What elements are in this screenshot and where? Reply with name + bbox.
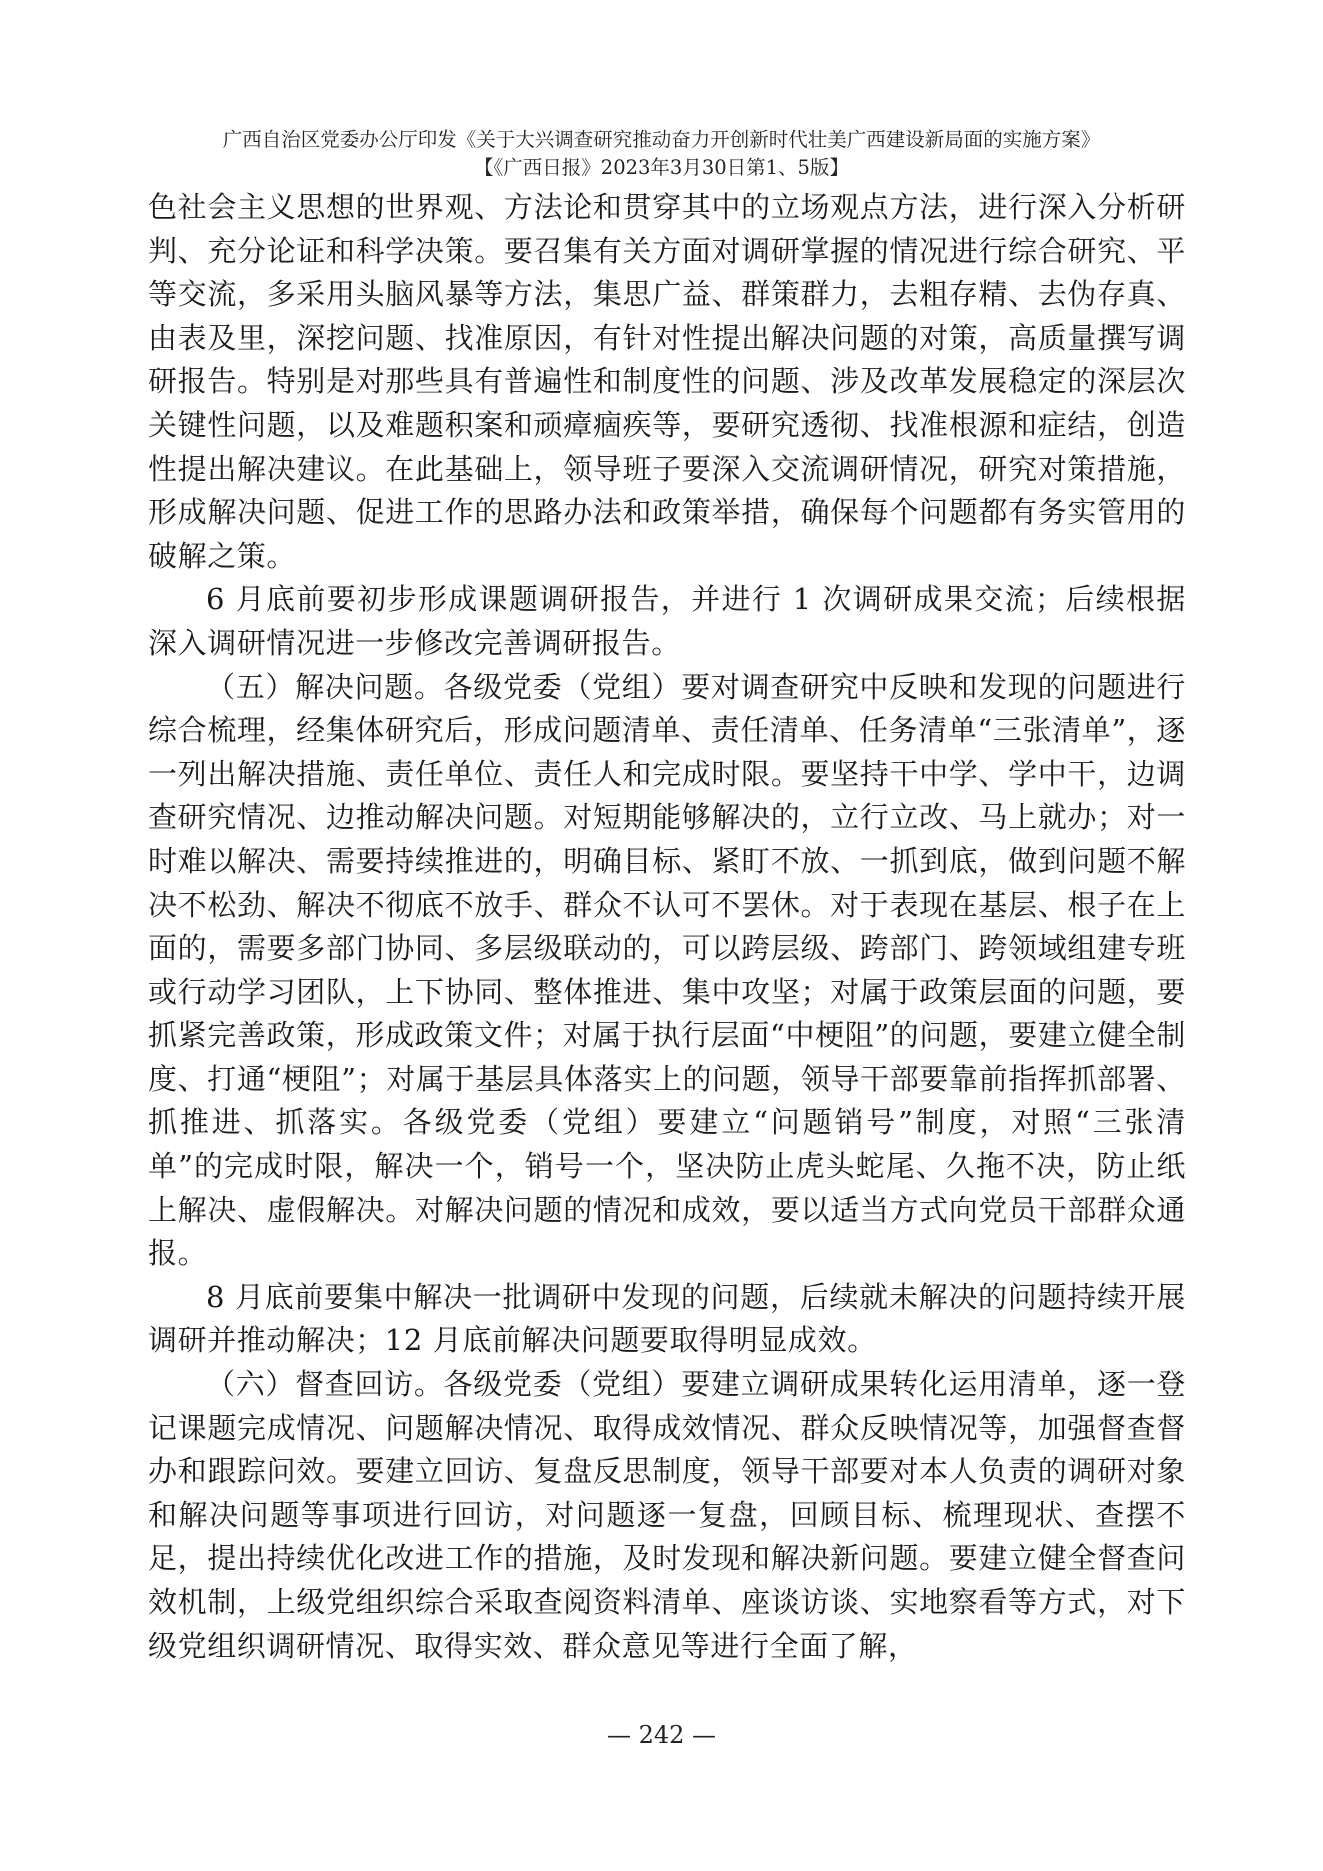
paragraph-section-five: （五）解决问题。各级党委（党组）要对调查研究中反映和发现的问题进行综合梳理，经集体研究后，形成问题清单、责任清单、任务清单“三张清单”，逐一列出解决措施、责任单位、责任人和完成时限。要坚持干中学、学中干，边调查研究情况、边推动解决问题。对短期能够解决的，立行立改、马上就办；对一时难以解决、需要持续推进的，明确目标、紧盯不放、一抓到底，做到问题不解决不松劲、解决不彻底不放手、群众不认可不罢休。对于表现在基层、根子在上面的，需要多部门协同、多层级联动的，可以跨层级、跨部门、跨领域组建专班或行动学习团队，上下协同、整体推进、集中攻坚；对属于政策层面的问题，要抓紧完善政策，形成政策文件；对属于执行层面“中梗阻”的问题，要建立健全制度、打通“梗阻”；对属于基层具体落实上的问题，领导干部要靠前指挥抓部署、抓推进、抓落实。各级党委（党组）要建立“问题销号”制度，对照“三张清单”的完成时限，解决一个，销号一个，坚决防止虎头蛇尾、久拖不决，防止纸上解决、虚假解决。对解决问题的情况和成效，要以适当方式向党员干部群众通报。 [148,669,1186,1271]
paragraph-august-deadline: 8 月底前要集中解决一批调研中发现的问题，后续就未解决的问题持续开展调研并推动解决；12 月底前解决问题要取得明显成效。 [148,1279,1186,1358]
page-number: — 242 — [606,1721,717,1749]
paragraph-continued: 色社会主义思想的世界观、方法论和贯穿其中的立场观点方法，进行深入分析研判、充分论证和科学决策。要召集有关方面对调研掌握的情况进行综合研究、平等交流，多采用头脑风暴等方法，集思广益、群策群力，去粗存精、去伪存真、由表及里，深挖问题、找准原因，有针对性提出解决问题的对策，高质量撰写调研报告。特别是对那些具有普遍性和制度性的问题、涉及改革发展稳定的深层次关键性问题，以及难题积案和顽瘴痼疾等，要研究透彻、找准根源和症结，创造性提出解决建议。在此基础上，领导班子要深入交流调研情况，研究对策措施，形成解决问题、促进工作的思路办法和政策举措，确保每个问题都有务实管用的破解之策。 [148,190,1186,573]
running-header [0,126,1323,182]
document-body [148,186,1186,1668]
header-source: 【《广西日报》2023年3月30日第1、5版】 [474,156,849,179]
paragraph-section-six: （六）督查回访。各级党委（党组）要建立调研成果转化运用清单，逐一登记课题完成情况、问题解决情况、取得成效情况、群众反映情况等，加强督查督办和跟踪问效。要建立回访、复盘反思制度，领导干部要对本人负责的调研对象和解决问题等事项进行回访，对问题逐一复盘，回顾目标、梳理现状、查摆不足，提出持续优化改进工作的措施，及时发现和解决新问题。要建立健全督查问效机制，上级党组织综合采取查阅资料清单、座谈访谈、实地察看等方式，对下级党组织调研情况、取得实效、群众意见等进行全面了解， [148,1367,1186,1663]
header-title: 广西自治区党委办公厅印发《关于大兴调查研究推动奋力开创新时代壮美广西建设新局面的实施方案》 [222,128,1101,151]
paragraph-june-deadline: 6 月底前要初步形成课题调研报告，并进行 1 次调研成果交流；后续根据深入调研情况进一步修改完善调研报告。 [148,582,1186,660]
